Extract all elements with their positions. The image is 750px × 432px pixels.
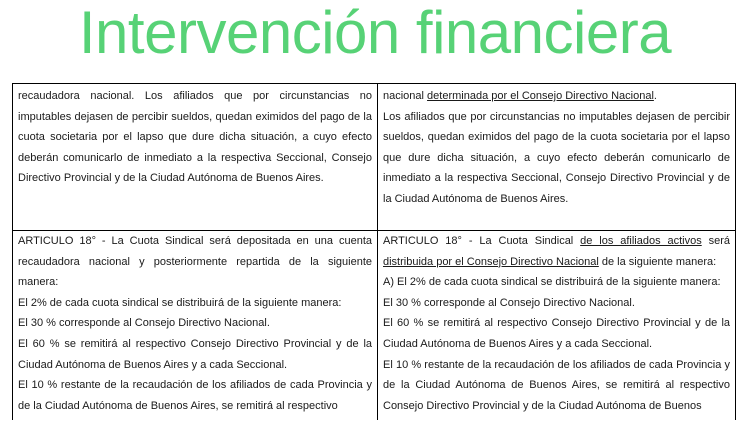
paragraph: El 10 % restante de la recaudación de los afiliados de cada Provincia y de la Ciudad Autónoma de Buenos Aires, se remitirá al respectivo [18, 379, 372, 412]
right-cell-modified [378, 231, 736, 421]
text-segment: nacional [383, 90, 428, 102]
underlined-text: distribuida por el Consejo Directivo Nacional [383, 255, 599, 268]
underlined-text: de los afiliados activos [580, 235, 702, 247]
paragraph: ARTICULO 18° - La Cuota Sindical será depositada en una cuenta recaudadora nacional y posteriormente repartida de la siguiente manera: [18, 235, 372, 289]
paragraph [383, 86, 730, 107]
paragraph: El 30 % corresponde al Consejo Directivo Nacional. [383, 296, 635, 309]
paragraph [383, 231, 730, 272]
text-segment: ARTICULO 18° - La Cuota Sindical [383, 235, 581, 247]
left-cell-original [13, 84, 378, 231]
table-row [13, 231, 736, 421]
table-row [13, 84, 736, 231]
paragraph: Los afiliados que por circunstancias no imputables dejasen de percibir sueldos, quedan eximidos del pago de la cuota societaria por el lapso que dure dicha situación, a cuyo efecto deberán comunicarlo de inmediato a la respectiva Seccional, Consejo Directivo Provincial y de la Ciudad Autónoma de Buenos Aires. [383, 110, 730, 205]
comparison-table [12, 83, 736, 420]
text-segment: de la siguiente manera: [598, 255, 717, 268]
paragraph: A) El 2% de cada cuota sindical se distribuirá de la siguiente manera: [383, 276, 721, 289]
paragraph: El 30 % corresponde al Consejo Directivo Nacional. [18, 317, 270, 330]
paragraph: El 10 % restante de la recaudación de los afiliados de cada Provincia y de la Ciudad Autónoma de Buenos Aires, se remitirá al respectivo Consejo Directivo Provincial y de la Ciudad Autónoma de Buenos [383, 358, 730, 412]
text-segment: . [653, 90, 657, 102]
page-title: Intervención financiera [78, 0, 672, 66]
right-cell-modified [378, 84, 736, 231]
paragraph: recaudadora nacional. Los afiliados que por circunstancias no imputables dejasen de percibir sueldos, quedan eximidos del pago de la cuota societaria por el lapso que dure dicha situación, a cuyo efecto deberán comunicarlo de inmediato a la respectiva Seccional, Consejo Directivo Provincial y de la Ciudad Autónoma de Buenos Aires. [18, 90, 372, 185]
left-cell-original [13, 231, 378, 421]
paragraph: El 60 % se remitirá al respectivo Consejo Directivo Provincial y de la Ciudad Autónoma de Buenos Aires y a cada Seccional. [18, 337, 372, 371]
paragraph: El 60 % se remitirá al respectivo Consejo Directivo Provincial y de la Ciudad Autónoma de Buenos Aires y a cada Seccional. [383, 317, 730, 350]
text-segment: será [701, 235, 731, 247]
underlined-text: determinada por el Consejo Directivo Nacional [427, 90, 654, 102]
paragraph: El 2% de cada cuota sindical se distribuirá de la siguiente manera: [18, 296, 342, 309]
